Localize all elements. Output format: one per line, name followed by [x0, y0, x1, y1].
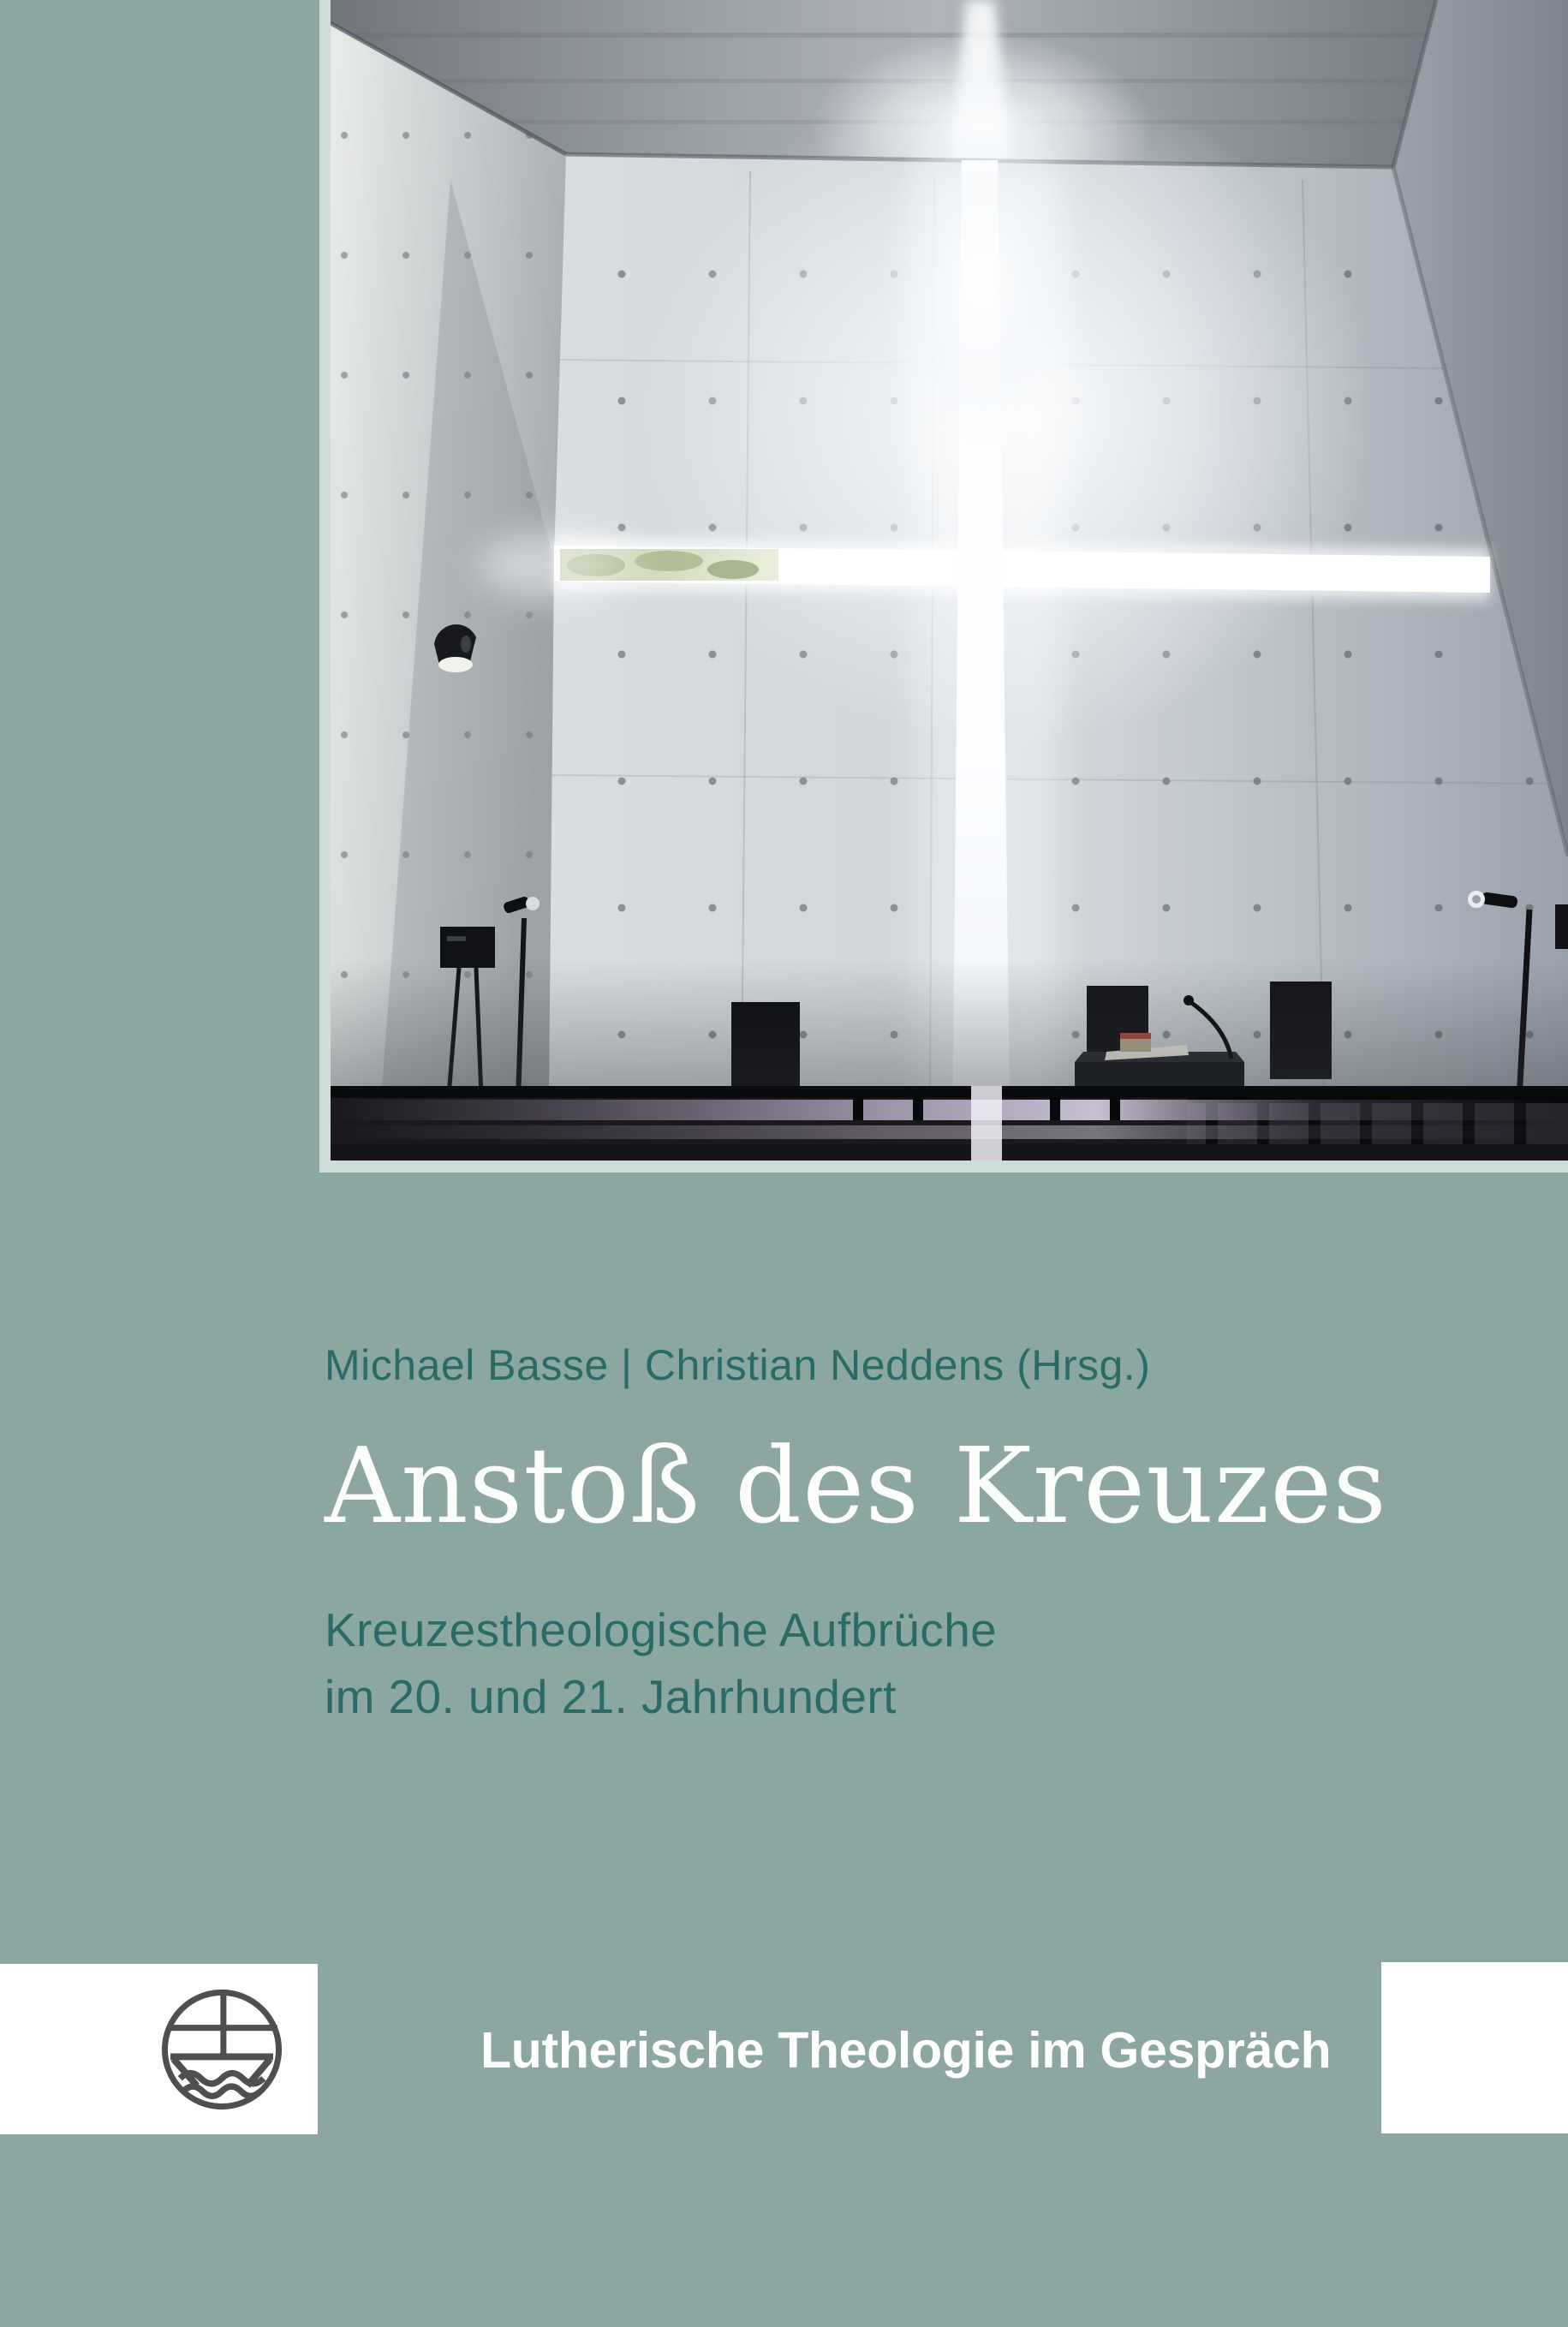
subtitle-line-2: im 20. und 21. Jahrhundert — [325, 1670, 897, 1723]
book-subtitle — [325, 1596, 997, 1730]
wall-lamp — [434, 624, 476, 672]
church-of-light-photo — [331, 0, 1568, 1161]
book-title: Anstoß des Kreuzes — [325, 1425, 1388, 1547]
subtitle-line-1: Kreuzestheologische Aufbrüche — [325, 1603, 998, 1656]
series-title: Lutherische Theologie im Gespräch — [480, 2022, 1332, 2079]
church-photo-frame — [319, 0, 1568, 1172]
authors-line: Michael Basse | Christian Neddens (Hrsg.) — [325, 1341, 1151, 1389]
publisher-ship-cross-logo-icon — [158, 1985, 286, 2114]
series-band-right-box — [1381, 1962, 1568, 2133]
pews — [331, 1086, 1568, 1161]
